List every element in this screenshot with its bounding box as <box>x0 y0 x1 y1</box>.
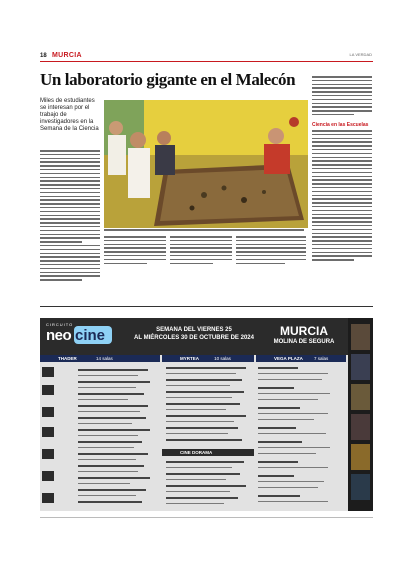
ad-banner <box>40 318 373 355</box>
right-column-top <box>312 76 372 118</box>
cinema-advertisement <box>40 318 373 511</box>
section-label: MURCIA <box>52 52 82 59</box>
photo-scene <box>104 100 308 228</box>
left-column-text <box>40 150 100 283</box>
article-photo <box>104 100 308 228</box>
cinema-column-myrtea <box>162 355 254 511</box>
film-thumbnail <box>42 471 54 481</box>
film-thumbnail <box>42 427 54 437</box>
article-headline: Un laboratorio gigante en el Malecón <box>40 70 296 89</box>
cinema-rooms: 10 salas <box>214 356 231 361</box>
movie-poster <box>351 354 370 380</box>
article-lede: Miles de estudiantes se interesan por el trabajo de investigadores en la Semana de la Ciencia <box>40 98 99 132</box>
movie-poster <box>351 324 370 350</box>
film-thumbnail <box>42 493 54 503</box>
cinema-header-vega-plaza <box>256 355 346 362</box>
page-number: 18 <box>40 53 47 59</box>
cinema-header-dorama <box>162 449 254 456</box>
center-column-2 <box>170 236 232 266</box>
brand-neo: neo <box>46 327 72 344</box>
film-thumbnail <box>42 385 54 395</box>
sub-cinema-name: CINE DORAMA <box>180 450 213 455</box>
movie-posters-strip <box>348 318 373 511</box>
cinema-name: VEGA PLAZA <box>274 356 303 361</box>
week-dates <box>126 326 262 342</box>
movie-poster <box>351 414 370 440</box>
cinema-rooms: 7 salas <box>313 356 329 361</box>
brand-cine: cine <box>75 327 106 344</box>
ad-footer-rule <box>40 517 373 518</box>
header-rule <box>40 61 373 62</box>
brand-small-label: CIRCUITO <box>46 322 74 327</box>
cinema-column-vega-plaza <box>256 355 346 511</box>
week-line-1: SEMANA DEL VIERNES 25 <box>156 327 232 333</box>
cinema-column-thader <box>40 355 160 511</box>
movie-poster <box>351 474 370 500</box>
movie-poster <box>351 444 370 470</box>
ad-separator <box>40 306 373 307</box>
film-thumbnail <box>42 407 54 417</box>
city-name: MURCIA <box>280 324 328 338</box>
film-thumbnail <box>42 449 54 459</box>
film-thumbnail <box>42 367 54 377</box>
newspaper-name: LA VERDAD <box>349 52 372 57</box>
cinema-rooms: 14 salas <box>96 356 113 361</box>
cinema-header-myrtea <box>162 355 254 362</box>
week-line-2: AL MIÉRCOLES 30 DE OCTUBRE DE 2024 <box>134 335 254 341</box>
center-column-3 <box>236 236 306 266</box>
photo-caption <box>104 229 308 233</box>
article-subhead: Ciencia en las Escuelas <box>312 122 369 128</box>
right-column-bottom <box>312 130 372 263</box>
mall-name: MOLINA DE SEGURA <box>273 339 335 345</box>
cinema-name: THADER <box>58 356 77 361</box>
movie-poster <box>351 384 370 410</box>
cinema-name: MYRTEA <box>180 356 199 361</box>
center-column-1 <box>104 236 166 266</box>
cinema-header-thader <box>40 355 160 362</box>
